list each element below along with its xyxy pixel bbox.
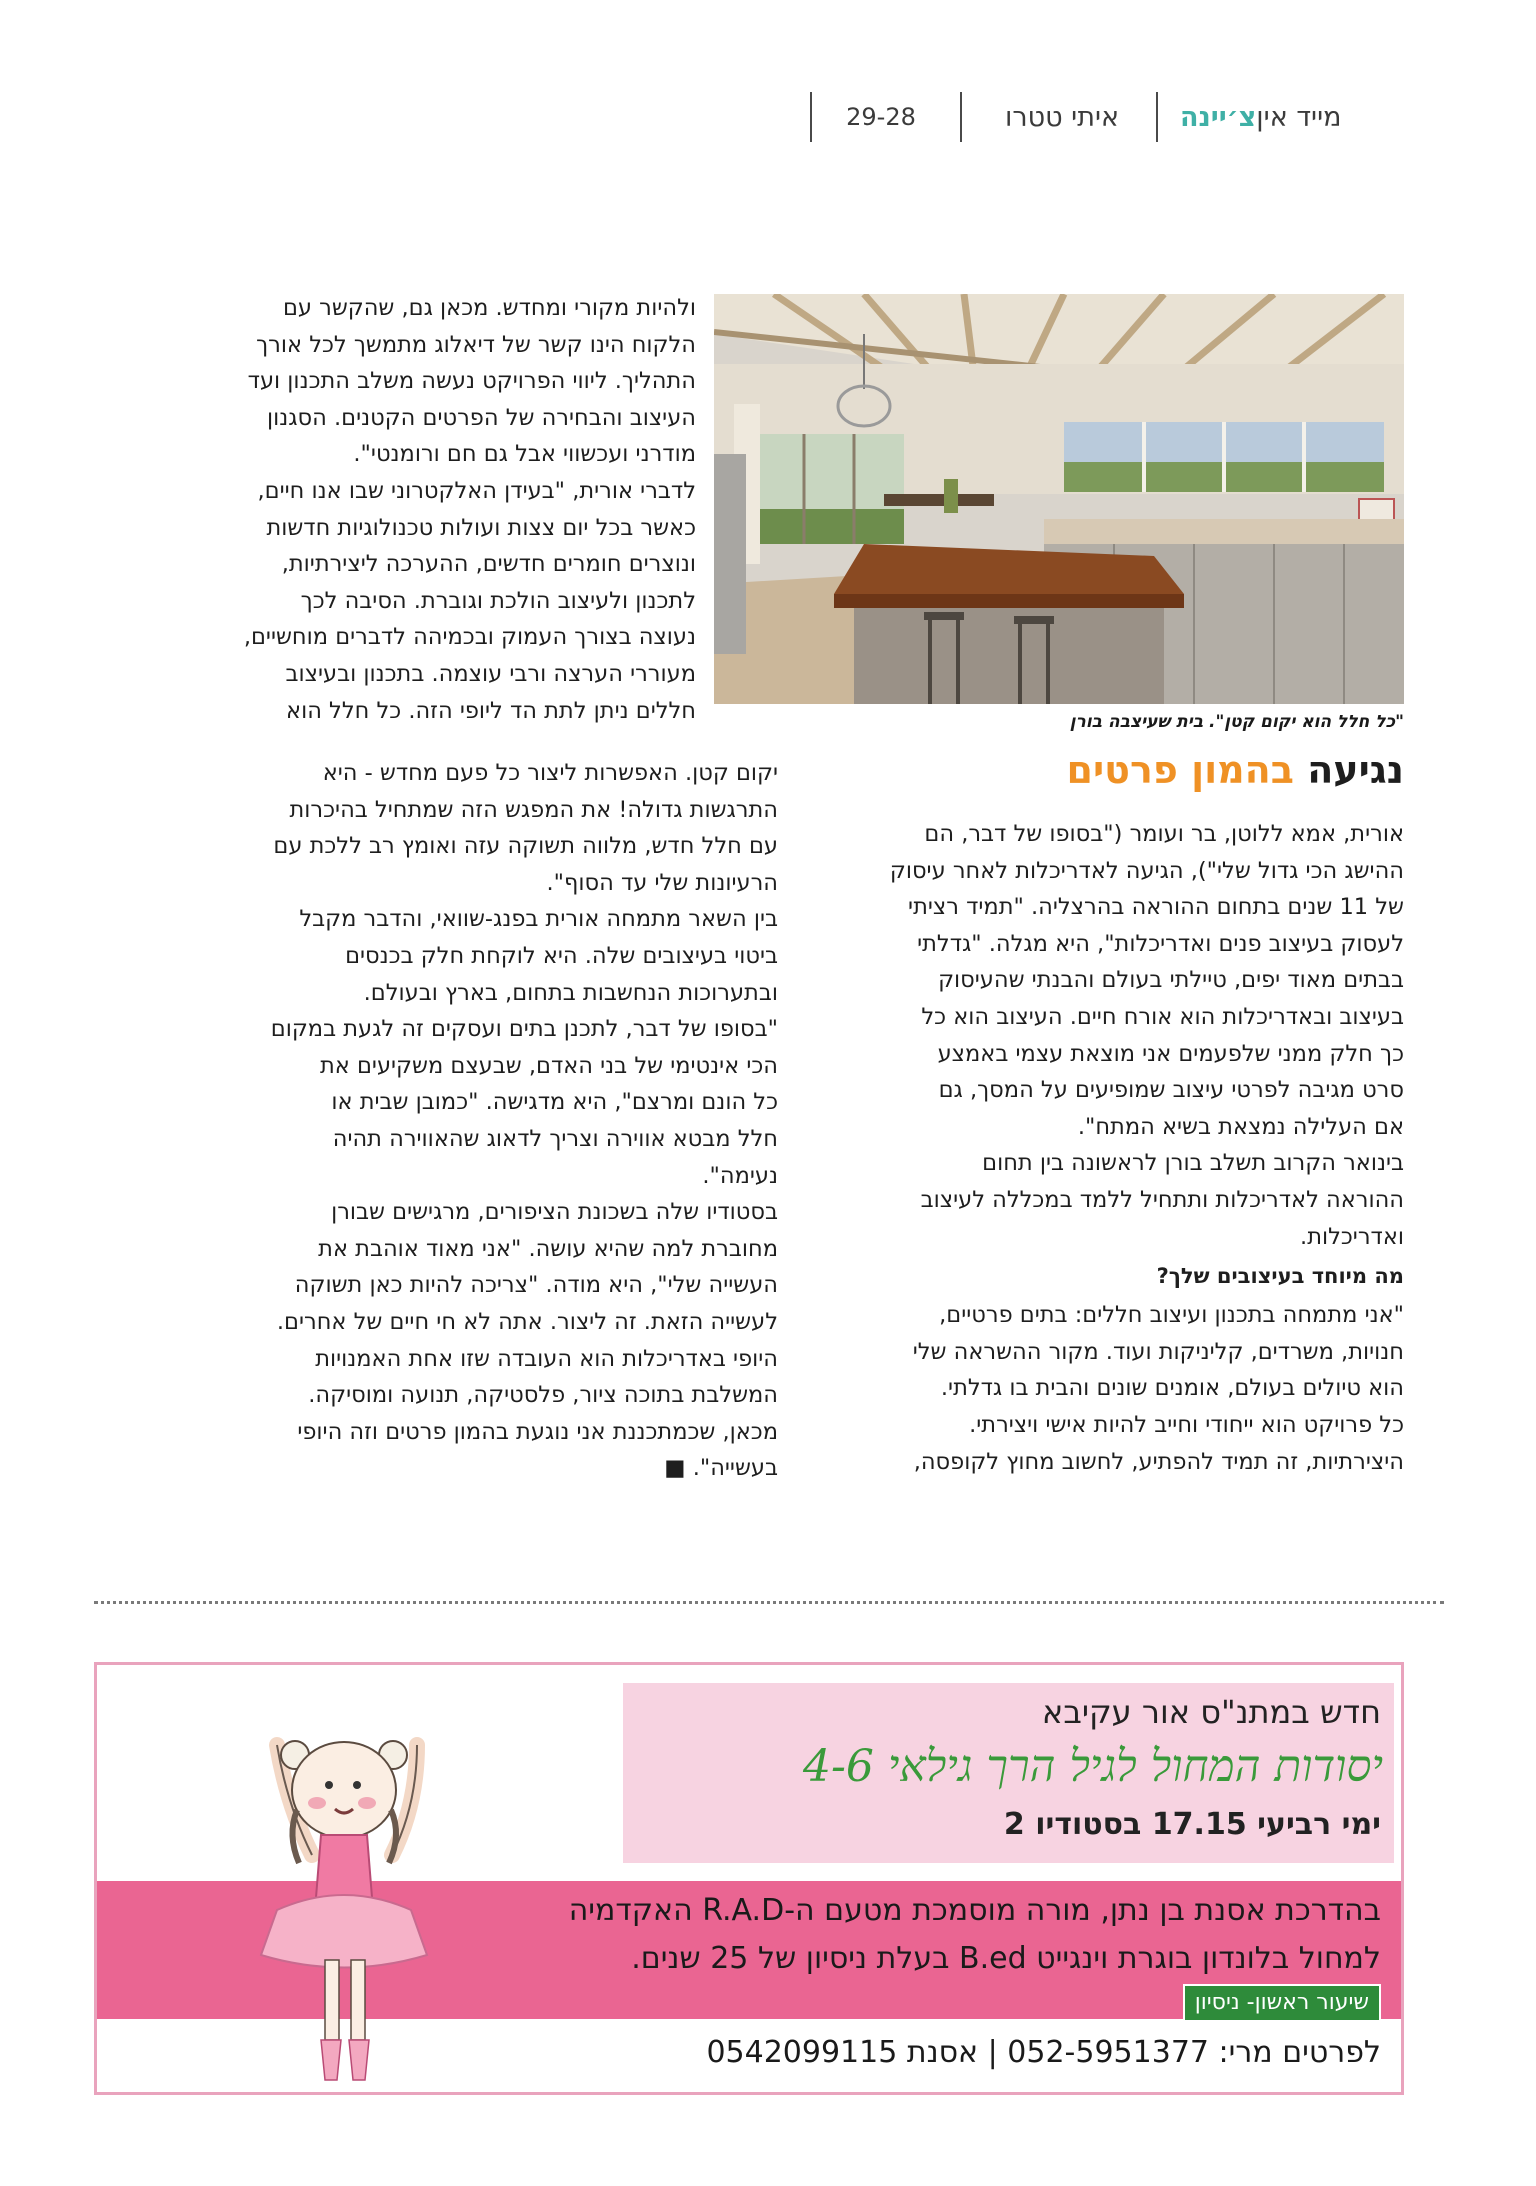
text-line: ההישג הכי גדול שלי"), הגיעה לאדריכלות לאחר עיסוק [889,857,1404,884]
text-line: העיצוב והבחירה של הפרטים הקטנים. הסגנון [267,404,696,431]
text-line: "אני מתמחה בתכנון ועיצוב חללים: בתים פרטיים, [939,1302,1404,1329]
text-line: כל פרויקט הוא ייחודי וחייב להיות אישי ויצירתי. [969,1411,1404,1438]
headline-part-1: נגיעה [1293,748,1404,792]
text-line: מחוברת למה שהיא עושה. "אני מאוד אוהבת את [318,1235,778,1262]
page-header [810,92,1410,148]
text-line: סרט מגיבה לפרטי עיצוב שמופיעים על המסך, גם [938,1077,1404,1104]
photo-caption: "כל חלל הוא יקום קטן". בית שעיצבה בורן [1069,712,1404,732]
text-line: בסטודיו שלה בשכונת הציפורים, מרגישים שבורן [331,1199,778,1226]
text-line: בעיצוב ובאדריכלות הוא אורח חיים. העיצוב הוא כל [921,1003,1404,1030]
text-line: אם העלילה נמצאת בשיא המתח". [1077,1113,1404,1140]
text-line: חלל מבטא אווירה וצריך לדאוג שהאווירה תהיה [332,1125,778,1152]
text-line: נעימה". [702,1162,778,1189]
header-divider [1156,92,1158,142]
text-line: בעשייה". ■ [664,1455,778,1482]
text-line: מכאן, שכמתכננת אני נוגעת בהמון פרטים וזה היופי [297,1418,778,1445]
text-line: לתכנון ולעיצוב הולכת וגוברת. הסיבה לכך [300,587,696,614]
header-divider [960,92,962,142]
ad-instructor: בהדרכת אסנת בן נתן, מורה מוסמכת מטעם ה-R.A.D האקדמיה [568,1893,1381,1928]
text-line: היופי באדריכלות הוא העובדה שזו אחת האמנויות [315,1345,778,1372]
dance-class-ad [94,1662,1404,2095]
text-line: בבתים מאוד יפים, טיילתי בעולם והבנתי שהעיסוק [938,967,1404,994]
text-line: "בסופו של דבר, לתכנן בתים ועסקים זה לגעת במקום [270,1016,778,1043]
ad-experience: למחול בלונדון בוגרת וינגייט B.ed בעלת ניסיון של 25 שנים. [631,1941,1381,1976]
ad-title: יסודות המחול לגיל הרך גילאי 4-6 [803,1741,1383,1792]
text-line: התהליך. ליווי הפרויקט נעשה משלב התכנון ועד [247,368,696,395]
text-line: לעסוק בעיצוב פנים ואדריכלות", היא מגלה. "גדלתי [917,930,1404,957]
text-line: ההוראה לאדריכלות ותתחיל ללמד במכללה לעיצוב [920,1186,1404,1213]
magazine-prefix: מייד אין [1256,101,1342,133]
text-line: מודרני ועכשווי אבל גם חם ורומנטי". [353,441,696,468]
text-line: כאשר בכל יום צצות ועולות טכנולוגיות חדשות [266,514,696,541]
magazine-name [1180,92,1410,142]
text-line: כל הונם ומרצם", היא מדגישה. "כמובן שבית או [331,1089,778,1116]
section-divider [94,1601,1444,1604]
text-line: התרגשות גדולה! את המפגש הזה שמתחיל בהיכרות [289,796,778,823]
ad-schedule: ימי רביעי 17.15 בסטודיו 2 [1003,1807,1381,1842]
text-line: הרעיונות שלי עד הסוף". [546,869,778,896]
ad-venue: חדש במתנ"ס אור עקיבא [1041,1693,1381,1731]
text-line: מעוררי הערצה ורבי עוצמה. בתכנון ובעיצוב [285,660,696,687]
text-line: בין השאר מתמחה אורית בפנג-שוואי, והדבר מקבל [299,906,778,933]
text-line: אורית, אמא ללוטן, בר ועומר ("בסופו של דבר, הם [924,821,1404,847]
text-line: לדברי אורית, "בעידן האלקטרוני שבו אנו חיים, [257,477,696,504]
text-line: יקום קטן. האפשרות ליצור כל פעם מחדש - היא [322,760,778,786]
left-column-lower [132,755,778,1487]
text-line: בינואר הקרוב תשלב בורן לראשונה בין תחום [982,1150,1404,1177]
text-line: ביטוי בעיצובים שלה. היא לוקחת חלק בכנסים [345,942,778,969]
text-line: חנויות, משרדים, קליניקות ועוד. מקור ההשראה שלי [912,1338,1404,1365]
text-line: ובתערוכות הנחשבות בתחום, בארץ ובעולם. [363,979,778,1006]
text-line: הוא טיולים בעולם, אומנים שונים והבית בו גדלתי. [940,1375,1404,1402]
ballerina-illustration [217,1685,477,2090]
text-line: היצירתיות, זה תמיד להפתיע, לחשוב מחוץ לקופסה, [913,1448,1404,1475]
text-line: של 11 שנים בתחום ההוראה בהרצליה. "תמיד רציתי [908,894,1404,921]
text-line: הכי אינטימי של בני האדם, שבעצם משקיעים את [320,1052,778,1079]
ad-contact: לפרטים מרי: 052-5951377 | אסנת 0542099115 [706,2035,1381,2070]
text-line: העשייה שלי", היא מודה. "צריכה להיות כאן תשוקה [294,1272,778,1299]
trial-lesson-badge: שיעור ראשון- ניסיון [1183,1984,1381,2022]
text-line: ואדריכלות. [1300,1223,1404,1250]
text-line: ונוצרים חומרים חדשים, ההערכה ליצירתיות, [281,551,696,578]
right-column [792,816,1404,1480]
text-line: עם חלל חדש, מלווה תשוקה עזה ואומץ רב ללכת עם [273,833,778,860]
kitchen-photo [714,294,1404,704]
text-line: המשלבת בתוכה ציור, פלסטיקה, תנועה ומוסיקה. [308,1382,778,1409]
text-line: כך חלק ממני שלפעמים אני מוצאת עצמי באמצע [937,1040,1404,1067]
text-line: לעשייה הזאת. זה ליצור. אתה לא חי חיים של אחרים. [276,1308,778,1335]
header-divider [810,92,812,142]
text-line: הלקוח הינו קשר של דיאלוג מתמשך לכל אורך [256,331,696,358]
subheading: מה מיוחד בעיצובים שלך? [1156,1264,1404,1289]
text-line: חללים ניתן לתת הד ליופי הזה. כל חלל הוא [286,697,696,724]
text-line: נעוצה בצורך העמוק ובכמיהה לדברים מוחשיים, [243,624,696,651]
headline-part-2: בהמון פרטים [1066,748,1294,792]
magazine-accent: צ׳יינה [1180,101,1257,133]
left-column-upper [132,290,696,729]
author-name: איתי טטרו [1004,101,1120,133]
article-headline [714,748,1404,804]
text-line: ולהיות מקורי ומחדש. מכאן גם, שהקשר עם [282,295,696,321]
page-numbers: 29-28 [846,103,916,131]
